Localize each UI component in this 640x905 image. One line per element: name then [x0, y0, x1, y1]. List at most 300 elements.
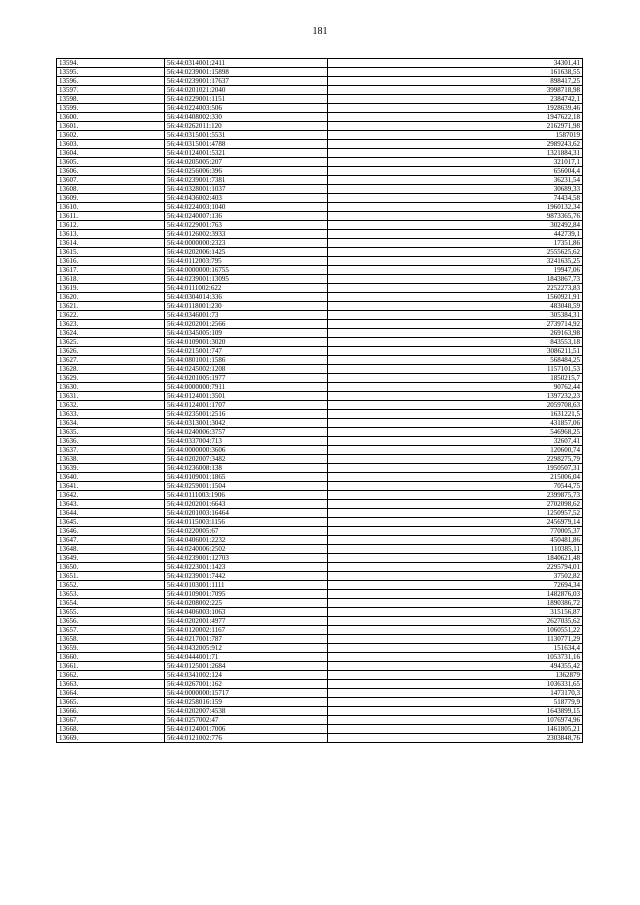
row-number-cell: 13635.: [57, 428, 165, 437]
cadastral-number-cell: 56:44:0229001:1151: [165, 95, 328, 104]
cadastral-value-cell: 2303848,76: [328, 734, 583, 743]
row-number-cell: 13625.: [57, 338, 165, 347]
table-row: [57, 428, 583, 437]
row-number-cell: 13653.: [57, 590, 165, 599]
cadastral-value-cell: 1631221,5: [328, 410, 583, 419]
cadastral-number-cell: 56:44:0257002:47: [165, 716, 328, 725]
row-number-cell: 13614.: [57, 239, 165, 248]
cadastral-value-cell: 1960132,34: [328, 203, 583, 212]
cadastral-number-cell: 56:44:0111003:1906: [165, 491, 328, 500]
cadastral-number-cell: 56:44:0000000:7911: [165, 383, 328, 392]
cadastral-value-cell: 1643899,15: [328, 707, 583, 716]
row-number-cell: 13600.: [57, 113, 165, 122]
cadastral-number-cell: 56:44:0801001:1586: [165, 356, 328, 365]
cadastral-value-cell: 161638,55: [328, 68, 583, 77]
table-row: [57, 167, 583, 176]
row-number-cell: 13661.: [57, 662, 165, 671]
cadastral-number-cell: 56:44:0208002:225: [165, 599, 328, 608]
cadastral-value-cell: 74434,58: [328, 194, 583, 203]
cadastral-number-cell: 56:44:0239001:15898: [165, 68, 328, 77]
cadastral-number-cell: 56:44:0224003:506: [165, 104, 328, 113]
row-number-cell: 13623.: [57, 320, 165, 329]
cadastral-number-cell: 56:44:0256006:396: [165, 167, 328, 176]
cadastral-number-cell: 56:44:0328001:1037: [165, 185, 328, 194]
cadastral-value-cell: 1950507,31: [328, 464, 583, 473]
table-row: [57, 248, 583, 257]
row-number-cell: 13655.: [57, 608, 165, 617]
row-number-cell: 13628.: [57, 365, 165, 374]
row-number-cell: 13637.: [57, 446, 165, 455]
table-row: [57, 95, 583, 104]
table-row: [57, 293, 583, 302]
cadastral-number-cell: 56:44:0121002:776: [165, 734, 328, 743]
table-row: [57, 419, 583, 428]
row-number-cell: 13597.: [57, 86, 165, 95]
table-row: [57, 284, 583, 293]
cadastral-number-cell: 56:44:0112003:795: [165, 257, 328, 266]
cadastral-value-cell: 2384742,1: [328, 95, 583, 104]
cadastral-number-cell: 56:44:0202001:2566: [165, 320, 328, 329]
cadastral-number-cell: 56:44:0337004:713: [165, 437, 328, 446]
cadastral-value-cell: 151634,4: [328, 644, 583, 653]
cadastral-value-cell: 2162971,98: [328, 122, 583, 131]
cadastral-value-cell: 9873365,76: [328, 212, 583, 221]
cadastral-value-cell: 1130771,29: [328, 635, 583, 644]
cadastral-number-cell: 56:44:0115003:1156: [165, 518, 328, 527]
table-body: [57, 59, 583, 743]
cadastral-number-cell: 56:44:0313001:3042: [165, 419, 328, 428]
cadastral-number-cell: 56:44:0124001:7006: [165, 725, 328, 734]
cadastral-number-cell: 56:44:0444001:71: [165, 653, 328, 662]
cadastral-number-cell: 56:44:0109001:1865: [165, 473, 328, 482]
table-row: [57, 158, 583, 167]
table-row: [57, 473, 583, 482]
row-number-cell: 13662.: [57, 671, 165, 680]
table-row: [57, 635, 583, 644]
row-number-cell: 13667.: [57, 716, 165, 725]
table-row: [57, 464, 583, 473]
cadastral-value-cell: 1060551,22: [328, 626, 583, 635]
row-number-cell: 13602.: [57, 131, 165, 140]
cadastral-value-cell: 1560921,91: [328, 293, 583, 302]
cadastral-number-cell: 56:44:0240006:2502: [165, 545, 328, 554]
cadastral-value-cell: 1850215,7: [328, 374, 583, 383]
cadastral-value-cell: 3086211,51: [328, 347, 583, 356]
row-number-cell: 13630.: [57, 383, 165, 392]
cadastral-value-cell: 2456979,14: [328, 518, 583, 527]
row-number-cell: 13633.: [57, 410, 165, 419]
row-number-cell: 13626.: [57, 347, 165, 356]
cadastral-number-cell: 56:44:0000000:16755: [165, 266, 328, 275]
table-row: [57, 518, 583, 527]
row-number-cell: 13608.: [57, 185, 165, 194]
cadastral-number-cell: 56:44:0240006:3757: [165, 428, 328, 437]
cadastral-value-cell: 843553,18: [328, 338, 583, 347]
cadastral-number-cell: 56:44:0245002:1208: [165, 365, 328, 374]
cadastral-number-cell: 56:44:0124001:5321: [165, 149, 328, 158]
cadastral-number-cell: 56:44:0202001:4977: [165, 617, 328, 626]
row-number-cell: 13611.: [57, 212, 165, 221]
cadastral-value-cell: 1947622,18: [328, 113, 583, 122]
cadastral-value-cell: 1928639,46: [328, 104, 583, 113]
table-row: [57, 707, 583, 716]
table-row: [57, 203, 583, 212]
cadastral-number-cell: 56:44:0202007:4538: [165, 707, 328, 716]
cadastral-number-cell: 56:44:0432005:912: [165, 644, 328, 653]
cadastral-value-cell: 898417,25: [328, 77, 583, 86]
cadastral-value-cell: 2989243,62: [328, 140, 583, 149]
table-row: [57, 599, 583, 608]
row-number-cell: 13644.: [57, 509, 165, 518]
row-number-cell: 13601.: [57, 122, 165, 131]
table-row: [57, 572, 583, 581]
cadastral-number-cell: 56:44:0239001:7381: [165, 176, 328, 185]
table-row: [57, 131, 583, 140]
cadastral-number-cell: 56:44:0341002:124: [165, 671, 328, 680]
cadastral-number-cell: 56:44:0345005:109: [165, 329, 328, 338]
cadastral-value-cell: 315156,87: [328, 608, 583, 617]
table-row: [57, 698, 583, 707]
row-number-cell: 13620.: [57, 293, 165, 302]
row-number-cell: 13631.: [57, 392, 165, 401]
cadastral-value-cell: 2059708,63: [328, 401, 583, 410]
table-row: [57, 338, 583, 347]
table-row: [57, 320, 583, 329]
table-row: [57, 86, 583, 95]
cadastral-value-cell: 3998718,98: [328, 86, 583, 95]
cadastral-value-cell: 450481,86: [328, 536, 583, 545]
row-number-cell: 13664.: [57, 689, 165, 698]
row-number-cell: 13594.: [57, 59, 165, 68]
cadastral-value-cell: 1157101,53: [328, 365, 583, 374]
table-row: [57, 644, 583, 653]
row-number-cell: 13627.: [57, 356, 165, 365]
cadastral-value-cell: 215006,04: [328, 473, 583, 482]
table-row: [57, 113, 583, 122]
row-number-cell: 13616.: [57, 257, 165, 266]
cadastral-value-cell: 34301,41: [328, 59, 583, 68]
row-number-cell: 13634.: [57, 419, 165, 428]
cadastral-value-cell: 17351,86: [328, 239, 583, 248]
table-row: [57, 734, 583, 743]
table-row: [57, 536, 583, 545]
cadastral-value-cell: 1840621,48: [328, 554, 583, 563]
cadastral-number-cell: 56:44:0124001:3501: [165, 392, 328, 401]
table-row: [57, 59, 583, 68]
cadastral-value-cell: 1053731,16: [328, 653, 583, 662]
cadastral-number-cell: 56:44:0118001:230: [165, 302, 328, 311]
row-number-cell: 13652.: [57, 581, 165, 590]
table-row: [57, 563, 583, 572]
row-number-cell: 13660.: [57, 653, 165, 662]
cadastral-value-cell: 70544,75: [328, 482, 583, 491]
cadastral-number-cell: 56:44:0202006:1425: [165, 248, 328, 257]
row-number-cell: 13636.: [57, 437, 165, 446]
row-number-cell: 13648.: [57, 545, 165, 554]
row-number-cell: 13650.: [57, 563, 165, 572]
cadastral-number-cell: 56:44:0314001:2411: [165, 59, 328, 68]
table-row: [57, 230, 583, 239]
cadastral-number-cell: 56:44:0124001:1707: [165, 401, 328, 410]
table-row: [57, 140, 583, 149]
cadastral-number-cell: 56:44:0406001:2232: [165, 536, 328, 545]
table-row: [57, 275, 583, 284]
cadastral-value-cell: 1036331,65: [328, 680, 583, 689]
cadastral-number-cell: 56:44:0239001:12703: [165, 554, 328, 563]
cadastral-value-cell: 3241635,25: [328, 257, 583, 266]
row-number-cell: 13622.: [57, 311, 165, 320]
row-number-cell: 13663.: [57, 680, 165, 689]
cadastral-value-cell: 2555625,62: [328, 248, 583, 257]
cadastral-number-cell: 56:44:0217001:787: [165, 635, 328, 644]
table-row: [57, 401, 583, 410]
table-row: [57, 689, 583, 698]
cadastral-value-cell: 1890386,72: [328, 599, 583, 608]
table-row: [57, 365, 583, 374]
row-number-cell: 13595.: [57, 68, 165, 77]
table-row: [57, 608, 583, 617]
cadastral-number-cell: 56:44:0224003:1040: [165, 203, 328, 212]
row-number-cell: 13607.: [57, 176, 165, 185]
table-row: [57, 725, 583, 734]
cadastral-number-cell: 56:44:0000000:2323: [165, 239, 328, 248]
cadastral-value-cell: 656004,4: [328, 167, 583, 176]
row-number-cell: 13613.: [57, 230, 165, 239]
table-row: [57, 626, 583, 635]
cadastral-value-cell: 2295794,01: [328, 563, 583, 572]
table-row: [57, 653, 583, 662]
cadastral-number-cell: 56:44:0000000:3606: [165, 446, 328, 455]
cadastral-value-cell: 2702098,62: [328, 500, 583, 509]
row-number-cell: 13606.: [57, 167, 165, 176]
cadastral-number-cell: 56:44:0346001:73: [165, 311, 328, 320]
cadastral-value-cell: 90762,44: [328, 383, 583, 392]
row-number-cell: 13666.: [57, 707, 165, 716]
cadastral-number-cell: 56:44:0408002:330: [165, 113, 328, 122]
cadastral-value-cell: 1321884,31: [328, 149, 583, 158]
row-number-cell: 13668.: [57, 725, 165, 734]
cadastral-value-cell: 1473170,3: [328, 689, 583, 698]
cadastral-number-cell: 56:44:0215001:747: [165, 347, 328, 356]
cadastral-number-cell: 56:44:0202007:3482: [165, 455, 328, 464]
table-row: [57, 221, 583, 230]
cadastral-value-cell: 1461805,21: [328, 725, 583, 734]
cadastral-value-cell: 1482876,03: [328, 590, 583, 599]
row-number-cell: 13646.: [57, 527, 165, 536]
table-row: [57, 176, 583, 185]
row-number-cell: 13657.: [57, 626, 165, 635]
row-number-cell: 13645.: [57, 518, 165, 527]
table-row: [57, 491, 583, 500]
cadastral-number-cell: 56:44:0315001:4788: [165, 140, 328, 149]
cadastral-number-cell: 56:44:0406003:1063: [165, 608, 328, 617]
table-row: [57, 347, 583, 356]
cadastral-number-cell: 56:44:0315001:5531: [165, 131, 328, 140]
cadastral-number-cell: 56:44:0111002:622: [165, 284, 328, 293]
row-number-cell: 13669.: [57, 734, 165, 743]
row-number-cell: 13642.: [57, 491, 165, 500]
table-row: [57, 392, 583, 401]
cadastral-number-cell: 56:44:0262011:120: [165, 122, 328, 131]
table-row: [57, 122, 583, 131]
cadastral-value-cell: 269163,98: [328, 329, 583, 338]
row-number-cell: 13618.: [57, 275, 165, 284]
row-number-cell: 13641.: [57, 482, 165, 491]
row-number-cell: 13654.: [57, 599, 165, 608]
row-number-cell: 13643.: [57, 500, 165, 509]
cadastral-value-cell: 546968,25: [328, 428, 583, 437]
cadastral-number-cell: 56:44:0239001:17637: [165, 77, 328, 86]
cadastral-value-cell: 442739,1: [328, 230, 583, 239]
cadastral-number-cell: 56:44:0240007:136: [165, 212, 328, 221]
cadastral-value-cell: 770005,37: [328, 527, 583, 536]
cadastral-value-cell: 494355,42: [328, 662, 583, 671]
cadastral-number-cell: 56:44:0235001:2516: [165, 410, 328, 419]
table-row: [57, 446, 583, 455]
table-row: [57, 509, 583, 518]
table-row: [57, 554, 583, 563]
cadastral-number-cell: 56:44:0109001:7095: [165, 590, 328, 599]
cadastral-number-cell: 56:44:0205005:207: [165, 158, 328, 167]
cadastral-value-cell: 1843867,73: [328, 275, 583, 284]
cadastral-value-cell: 72694,34: [328, 581, 583, 590]
row-number-cell: 13617.: [57, 266, 165, 275]
row-number-cell: 13638.: [57, 455, 165, 464]
table-row: [57, 266, 583, 275]
row-number-cell: 13624.: [57, 329, 165, 338]
cadastral-number-cell: 56:44:0239001:13095: [165, 275, 328, 284]
cadastral-value-cell: 37502,82: [328, 572, 583, 581]
cadastral-number-cell: 56:44:0103001:1111: [165, 581, 328, 590]
row-number-cell: 13609.: [57, 194, 165, 203]
table-row: [57, 185, 583, 194]
cadastral-value-table: [56, 58, 583, 743]
table-row: [57, 356, 583, 365]
cadastral-value-cell: 32607,41: [328, 437, 583, 446]
cadastral-number-cell: 56:44:0229001:763: [165, 221, 328, 230]
cadastral-value-cell: 30689,33: [328, 185, 583, 194]
row-number-cell: 13647.: [57, 536, 165, 545]
table-row: [57, 590, 583, 599]
table-row: [57, 410, 583, 419]
cadastral-number-cell: 56:44:0202001:6643: [165, 500, 328, 509]
cadastral-value-cell: 1587019: [328, 131, 583, 140]
cadastral-value-cell: 1250957,52: [328, 509, 583, 518]
row-number-cell: 13629.: [57, 374, 165, 383]
table-row: [57, 212, 583, 221]
row-number-cell: 13651.: [57, 572, 165, 581]
table-row: [57, 374, 583, 383]
table-row: [57, 104, 583, 113]
cadastral-number-cell: 56:44:0304014:336: [165, 293, 328, 302]
table-row: [57, 662, 583, 671]
cadastral-number-cell: 56:44:0223001:1423: [165, 563, 328, 572]
table-row: [57, 482, 583, 491]
cadastral-number-cell: 56:44:0259001:1504: [165, 482, 328, 491]
table-row: [57, 455, 583, 464]
cadastral-value-cell: 568484,25: [328, 356, 583, 365]
table-row: [57, 257, 583, 266]
row-number-cell: 13658.: [57, 635, 165, 644]
table-row: [57, 527, 583, 536]
row-number-cell: 13665.: [57, 698, 165, 707]
row-number-cell: 13632.: [57, 401, 165, 410]
cadastral-value-cell: 2252273,83: [328, 284, 583, 293]
cadastral-value-cell: 110385,11: [328, 545, 583, 554]
table-row: [57, 581, 583, 590]
table-row: [57, 68, 583, 77]
cadastral-number-cell: 56:44:0239001:7442: [165, 572, 328, 581]
table-row: [57, 680, 583, 689]
cadastral-number-cell: 56:44:0120002:1167: [165, 626, 328, 635]
row-number-cell: 13656.: [57, 617, 165, 626]
cadastral-value-cell: 2627035,62: [328, 617, 583, 626]
table-row: [57, 383, 583, 392]
cadastral-value-cell: 1076974,96: [328, 716, 583, 725]
cadastral-number-cell: 56:44:0201021:2040: [165, 86, 328, 95]
cadastral-value-cell: 2298275,79: [328, 455, 583, 464]
row-number-cell: 13596.: [57, 77, 165, 86]
row-number-cell: 13603.: [57, 140, 165, 149]
cadastral-value-cell: 305384,31: [328, 311, 583, 320]
row-number-cell: 13598.: [57, 95, 165, 104]
row-number-cell: 13610.: [57, 203, 165, 212]
cadastral-value-cell: 19947,06: [328, 266, 583, 275]
cadastral-number-cell: 56:44:0436002:403: [165, 194, 328, 203]
table-row: [57, 149, 583, 158]
row-number-cell: 13621.: [57, 302, 165, 311]
cadastral-value-cell: 1362879: [328, 671, 583, 680]
cadastral-number-cell: 56:44:0267001:162: [165, 680, 328, 689]
cadastral-number-cell: 56:44:0236008:138: [165, 464, 328, 473]
cadastral-value-cell: 120600,74: [328, 446, 583, 455]
table-row: [57, 716, 583, 725]
row-number-cell: 13604.: [57, 149, 165, 158]
table-row: [57, 311, 583, 320]
table-row: [57, 437, 583, 446]
row-number-cell: 13659.: [57, 644, 165, 653]
cadastral-number-cell: 56:44:0109001:3020: [165, 338, 328, 347]
row-number-cell: 13639.: [57, 464, 165, 473]
table-row: [57, 545, 583, 554]
cadastral-value-cell: 2739714,92: [328, 320, 583, 329]
table-row: [57, 239, 583, 248]
cadastral-number-cell: 56:44:0201003:16464: [165, 509, 328, 518]
row-number-cell: 13599.: [57, 104, 165, 113]
table-row: [57, 77, 583, 86]
cadastral-number-cell: 56:44:0201005:1977: [165, 374, 328, 383]
cadastral-value-cell: 518779,9: [328, 698, 583, 707]
table-row: [57, 329, 583, 338]
cadastral-number-cell: 56:44:0126002:3933: [165, 230, 328, 239]
cadastral-number-cell: 56:44:0000000:15717: [165, 689, 328, 698]
table-row: [57, 194, 583, 203]
cadastral-number-cell: 56:44:0220005:67: [165, 527, 328, 536]
page-number: 181: [312, 26, 328, 37]
cadastral-value-cell: 321017,1: [328, 158, 583, 167]
table-row: [57, 617, 583, 626]
cadastral-value-cell: 431857,06: [328, 419, 583, 428]
cadastral-value-cell: 483048,59: [328, 302, 583, 311]
table-row: [57, 671, 583, 680]
row-number-cell: 13612.: [57, 221, 165, 230]
cadastral-value-cell: 36231,54: [328, 176, 583, 185]
row-number-cell: 13649.: [57, 554, 165, 563]
row-number-cell: 13619.: [57, 284, 165, 293]
cadastral-number-cell: 56:44:0125001:2684: [165, 662, 328, 671]
table-row: [57, 500, 583, 509]
row-number-cell: 13605.: [57, 158, 165, 167]
